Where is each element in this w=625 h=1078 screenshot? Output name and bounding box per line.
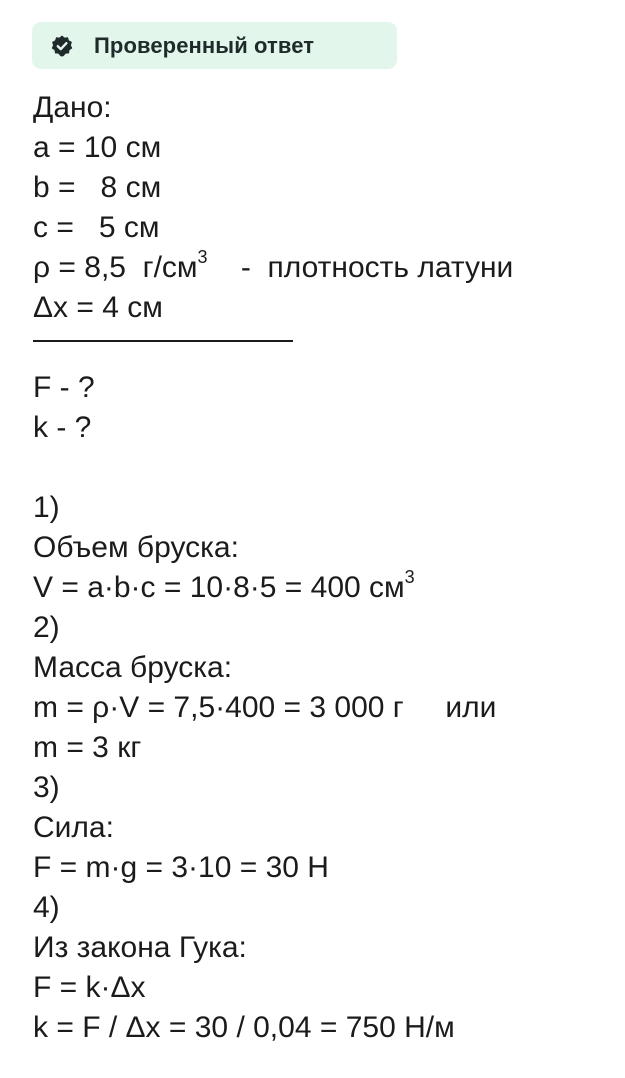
density-exponent: 3 — [197, 247, 208, 267]
step-3-number: 3) — [33, 771, 60, 804]
given-extension: Δx = 4 см — [33, 291, 163, 324]
step-2-number: 2) — [33, 611, 60, 644]
step-2-title: Масса бруска: — [33, 651, 233, 684]
find-stiffness: k - ? — [33, 411, 92, 444]
blank-line — [33, 448, 618, 488]
given-b: b = 8 см — [33, 171, 162, 204]
step-3-formula: F = m·g = 3·10 = 30 Н — [33, 851, 329, 884]
step-4-formula-1: F = k·Δx — [33, 971, 146, 1004]
given-heading: Дано: — [33, 91, 112, 124]
verified-answer-badge — [32, 22, 397, 69]
step-2-alt: m = 3 кг — [33, 731, 142, 764]
step-1-formula — [33, 568, 618, 608]
step-1-number: 1) — [33, 491, 60, 524]
find-force: F - ? — [33, 371, 95, 404]
separator-line — [33, 328, 618, 368]
step-2-formula: m = ρ·V = 7,5·400 = 3 000 г или — [33, 691, 497, 724]
given-density — [33, 248, 618, 288]
step-3-title: Сила: — [33, 811, 114, 844]
volume-exponent: 3 — [404, 567, 415, 587]
density-value: ρ = 8,5 г/см — [33, 251, 198, 284]
density-note: - плотность латуни — [207, 251, 514, 284]
step-4-formula-2: k = F / Δx = 30 / 0,04 = 750 Н/м — [33, 1011, 455, 1044]
given-a: a = 10 см — [33, 131, 162, 164]
answer-body — [33, 88, 618, 1048]
step-1-title: Объем бруска: — [33, 531, 239, 564]
given-c: c = 5 см — [33, 211, 160, 244]
step-4-number: 4) — [33, 891, 60, 924]
verified-badge-icon — [50, 34, 74, 58]
step-4-title: Из закона Гука: — [33, 931, 247, 964]
badge-label: Проверенный ответ — [94, 32, 315, 58]
volume-formula: V = a·b·c = 10·8·5 = 400 см — [33, 571, 405, 604]
